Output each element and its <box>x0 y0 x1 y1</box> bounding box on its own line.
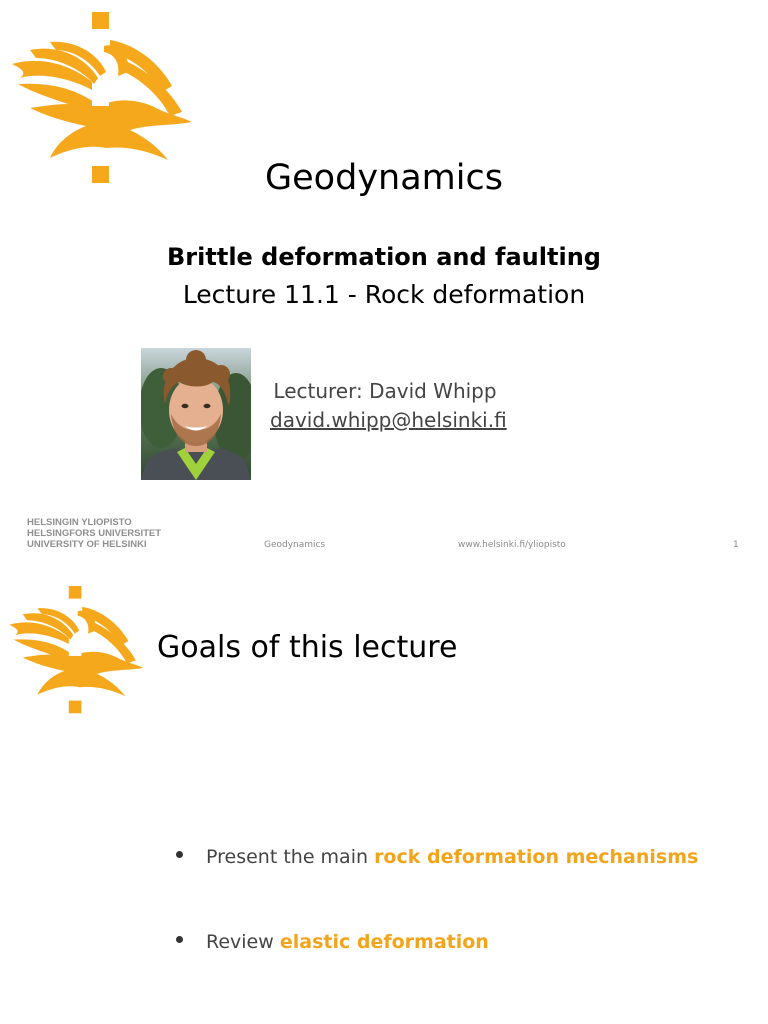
bullet-icon <box>176 851 183 858</box>
bullet-icon <box>176 936 183 943</box>
bullet-highlight: elastic deformation <box>279 931 489 953</box>
goals-slide <box>0 576 768 1024</box>
university-logo-flame-icon <box>7 586 144 714</box>
bullet-highlight: rock deformation mechanisms <box>374 846 699 868</box>
footer-page-number: 1 <box>733 540 739 550</box>
footer-course-name: Geodynamics <box>264 540 326 550</box>
university-name-footer <box>27 517 161 550</box>
bullet-text: Present the main <box>206 846 375 868</box>
goal-bullet <box>176 931 489 953</box>
bullet-text: Review <box>206 931 280 953</box>
lecturer-info <box>270 377 507 435</box>
footer-url: www.helsinki.fi/yliopisto <box>458 540 566 550</box>
slide-title: Goals of this lecture <box>157 630 458 665</box>
lecture-title: Lecture 11.1 - Rock deformation <box>182 280 586 309</box>
lecturer-name: Lecturer: David Whipp <box>273 379 497 403</box>
presentation-subtitle: Brittle deformation and faulting <box>167 243 601 271</box>
university-name-en: UNIVERSITY OF HELSINKI <box>27 539 147 550</box>
lecturer-photo <box>141 348 251 480</box>
university-name-fi: HELSINGIN YLIOPISTO <box>27 517 132 528</box>
university-name-sv: HELSINGFORS UNIVERSITET <box>27 528 162 539</box>
lecturer-email-link[interactable]: david.whipp@helsinki.fi <box>270 408 507 432</box>
goal-bullet <box>176 846 698 868</box>
presentation-title: Geodynamics <box>265 158 503 198</box>
